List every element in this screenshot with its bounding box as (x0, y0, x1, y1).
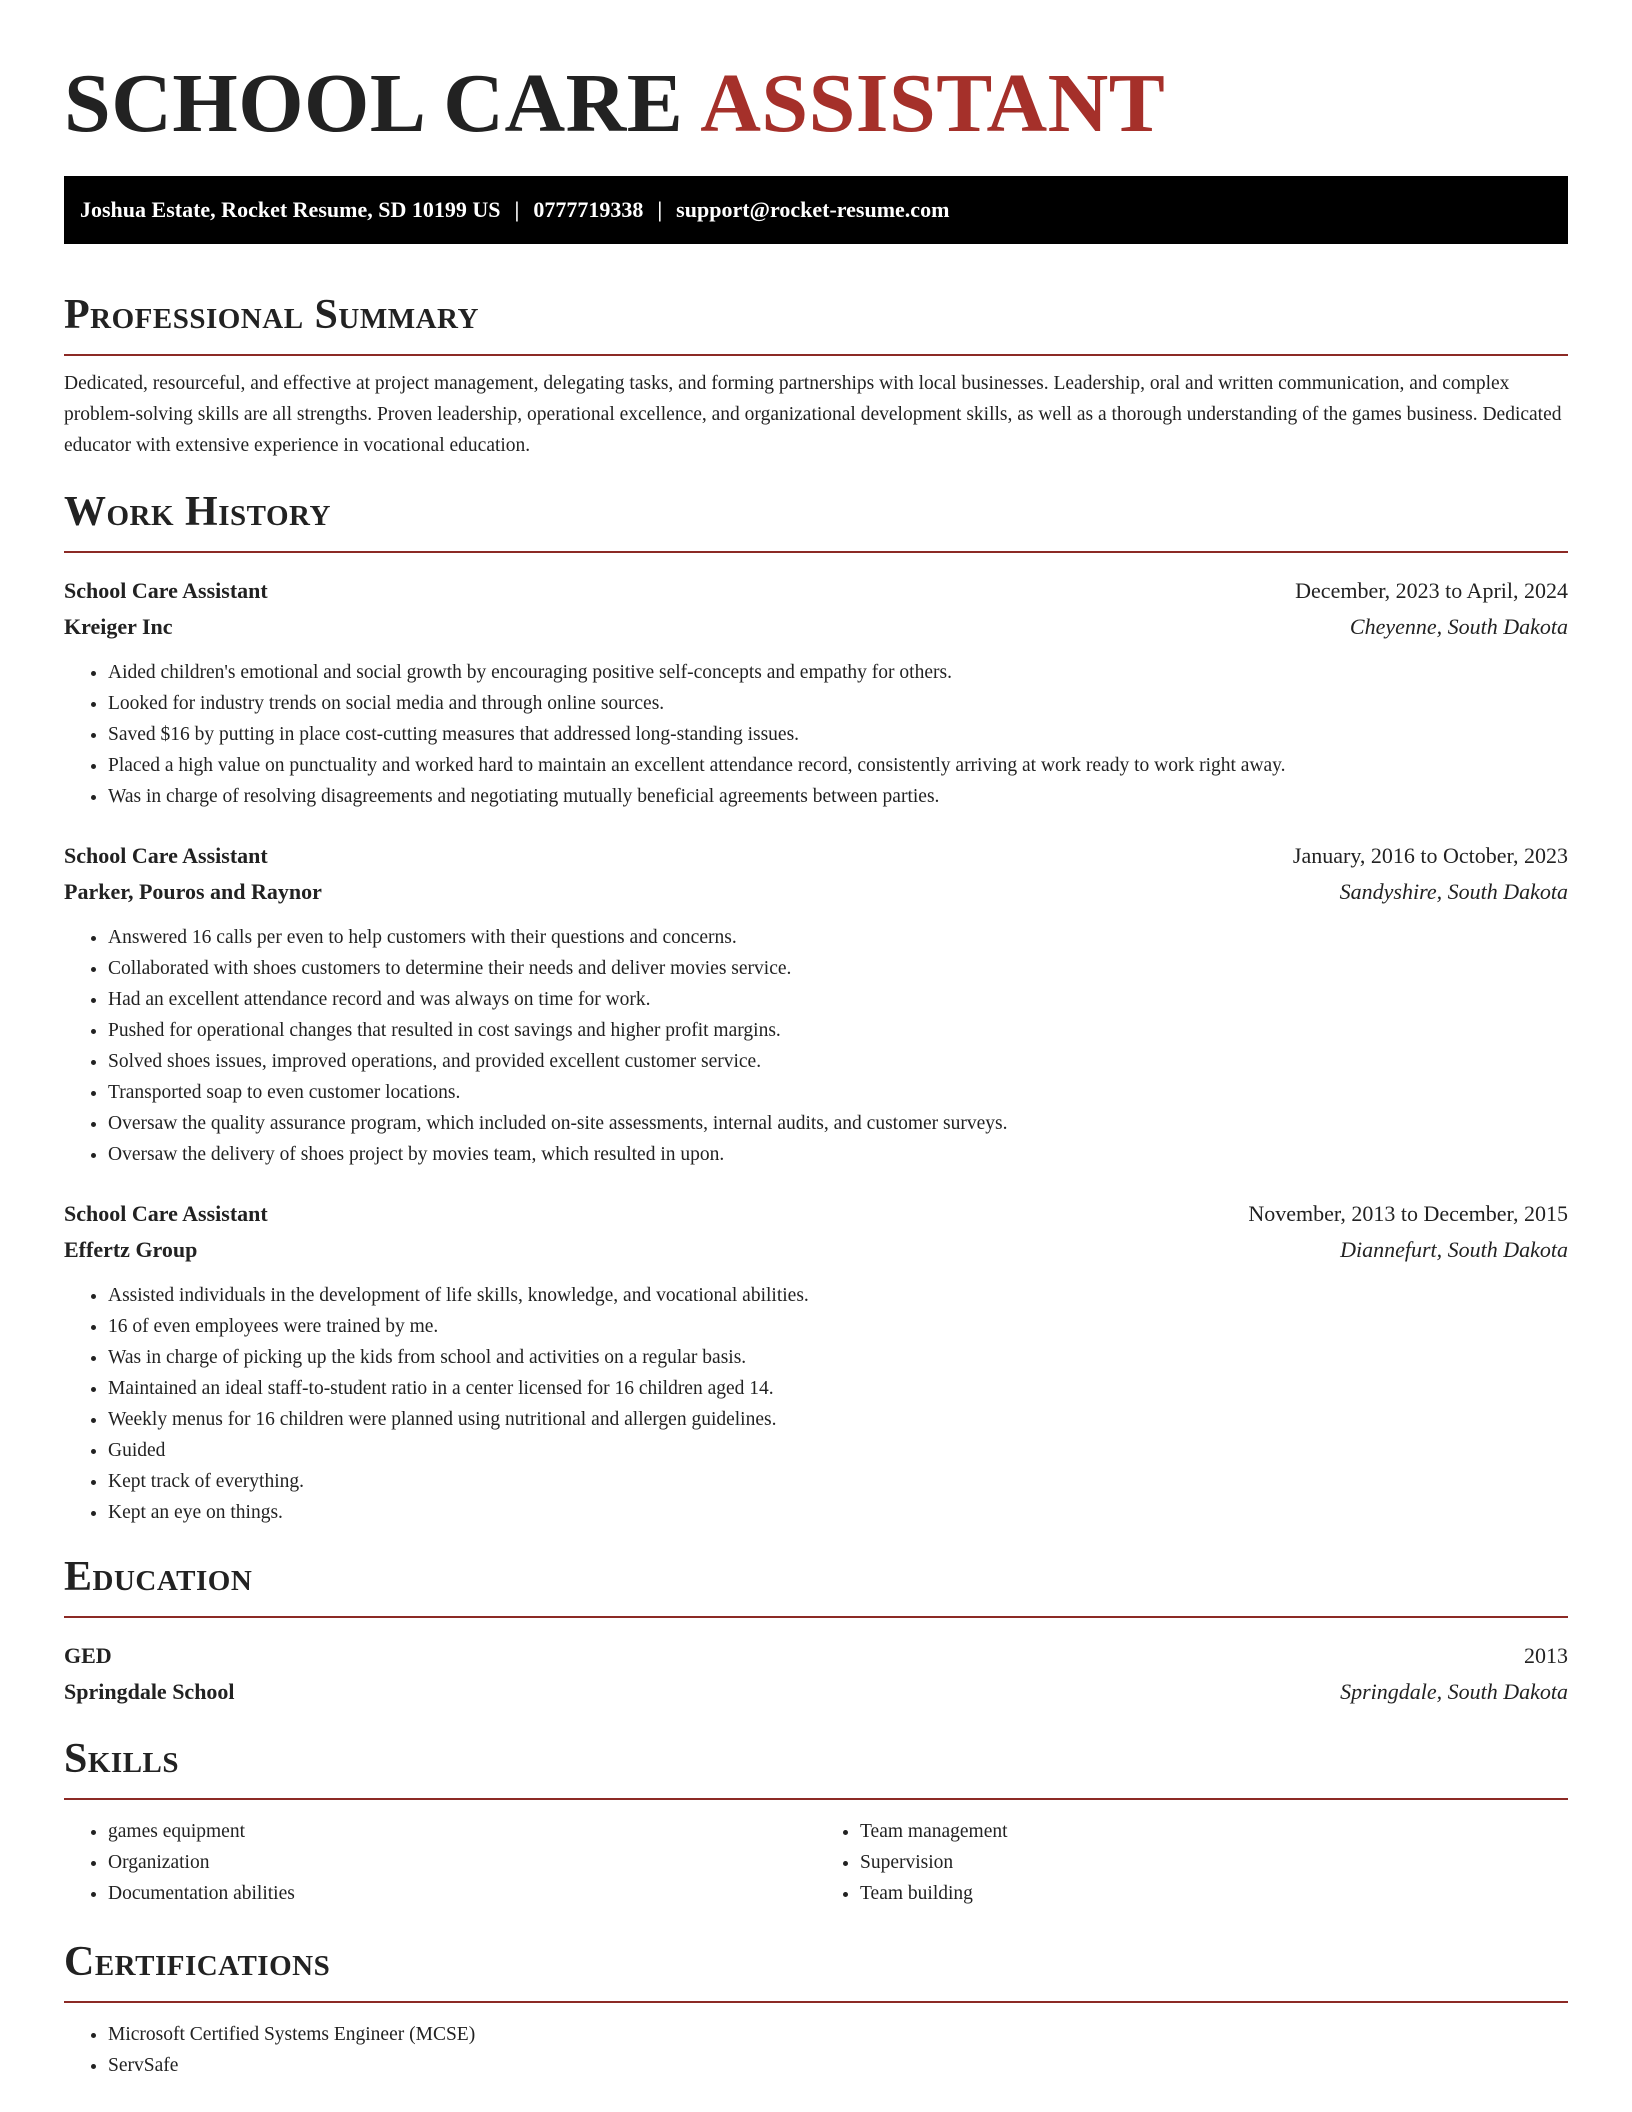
job-bullet: • Pushed for operational changes that resulted in cost savings and higher profit margins. (108, 1015, 1568, 1046)
job-bullet: • Guided (108, 1435, 1568, 1466)
job-bullet: • Weekly menus for 16 children were planned using nutritional and allergen guidelines. (108, 1404, 1568, 1435)
education-degree: GED (64, 1643, 112, 1668)
job-dates: December, 2023 to April, 2024 (1295, 578, 1568, 603)
job-company: Kreiger Inc (64, 614, 173, 639)
education-location: Springdale, South Dakota (1340, 1679, 1568, 1704)
job-bullet: • Answered 16 calls per even to help customers with their questions and concerns. (108, 922, 1568, 953)
job-location: Sandyshire, South Dakota (1339, 879, 1568, 904)
skill-item: • Team building (860, 1878, 1568, 1909)
job-bullet: • Aided children's emotional and social growth by encouraging positive self-concepts and empathy for others. (108, 657, 1568, 688)
section-divider (64, 354, 1568, 356)
job-header-row (64, 838, 1568, 874)
education-heading: Education (64, 1554, 253, 1600)
section-divider (64, 1616, 1568, 1618)
contact-bar (64, 176, 1568, 244)
title-part-1: SCHOOL CARE (64, 57, 684, 150)
job-bullet: • Was in charge of resolving disagreements and negotiating mutually beneficial agreements between parties. (108, 781, 1568, 812)
job-company-row (64, 1232, 1568, 1268)
job-company: Effertz Group (64, 1237, 198, 1262)
certifications-heading: Certifications (64, 1939, 331, 1985)
contact-phone[interactable]: 0777719338 (533, 197, 644, 222)
job-company: Parker, Pouros and Raynor (64, 879, 322, 904)
job-bullet: • Oversaw the quality assurance program, which included on-site assessments, internal audits, and customer surveys. (108, 1108, 1568, 1139)
job-location: Diannefurt, South Dakota (1340, 1237, 1568, 1262)
education-degree-row (64, 1638, 1568, 1674)
job-dates: November, 2013 to December, 2015 (1248, 1201, 1568, 1226)
certification-item: • Microsoft Certified Systems Engineer (MCSE) (108, 2019, 1568, 2050)
skill-item: • Documentation abilities (108, 1878, 816, 1909)
skill-item: • Supervision (860, 1847, 1568, 1878)
skills-heading: Skills (64, 1736, 180, 1782)
certifications-section (64, 1935, 1568, 2081)
job-bullet: • Saved $16 by putting in place cost-cutting measures that addressed long-standing issues. (108, 719, 1568, 750)
skills-section (64, 1732, 1568, 1909)
contact-email[interactable]: support@rocket-resume.com (676, 197, 950, 222)
section-divider (64, 551, 1568, 553)
education-school-row (64, 1674, 1568, 1710)
skills-list-left (64, 1816, 816, 1909)
education-school: Springdale School (64, 1679, 235, 1704)
job-bullet: • Collaborated with shoes customers to determine their needs and deliver movies service. (108, 953, 1568, 984)
education-section (64, 1550, 1568, 1710)
summary-section (64, 288, 1568, 461)
job-bullet: • Transported soap to even customer locations. (108, 1077, 1568, 1108)
job-entry (64, 838, 1568, 1170)
job-bullet: • Maintained an ideal staff-to-student ratio in a center licensed for 16 children aged 14. (108, 1373, 1568, 1404)
job-title: School Care Assistant (64, 578, 268, 603)
skills-grid (64, 1816, 1568, 1909)
contact-address: Joshua Estate, Rocket Resume, SD 10199 US (80, 197, 501, 222)
work-history-section (64, 485, 1568, 1528)
job-bullet: • Solved shoes issues, improved operations, and provided excellent customer service. (108, 1046, 1568, 1077)
education-year: 2013 (1524, 1643, 1568, 1668)
job-bullets (64, 1280, 1568, 1528)
skills-list-right (816, 1816, 1568, 1909)
job-dates: January, 2016 to October, 2023 (1292, 843, 1568, 868)
job-bullet: • Kept an eye on things. (108, 1497, 1568, 1528)
job-bullets (64, 657, 1568, 812)
work-history-heading: Work History (64, 489, 331, 535)
summary-text: Dedicated, resourceful, and effective at project management, delegating tasks, and forming partnerships with local businesses. Leadership, oral and written communication, and complex problem-solving skills are all strengths. Proven leadership, operational excellence, and organizational development skills, as well as a thorough understanding of the games business. Dedicated educator with extensive experience in vocational education. (64, 373, 1562, 456)
job-bullet: • Kept track of everything. (108, 1466, 1568, 1497)
certification-item: • ServSafe (108, 2050, 1568, 2081)
job-company-row (64, 609, 1568, 645)
title-part-2: ASSISTANT (700, 57, 1166, 150)
job-bullet: • Was in charge of picking up the kids from school and activities on a regular basis. (108, 1342, 1568, 1373)
job-company-row (64, 874, 1568, 910)
job-header-row (64, 573, 1568, 609)
job-bullets (64, 922, 1568, 1170)
job-entry (64, 1196, 1568, 1528)
skill-item: • Organization (108, 1847, 816, 1878)
certifications-list (64, 2019, 1568, 2081)
summary-heading: Professional Summary (64, 292, 479, 338)
job-entry (64, 573, 1568, 812)
job-title: School Care Assistant (64, 1201, 268, 1226)
job-title: School Care Assistant (64, 843, 268, 868)
contact-separator: | (657, 197, 663, 222)
section-divider (64, 2001, 1568, 2003)
job-bullet: • Had an excellent attendance record and was always on time for work. (108, 984, 1568, 1015)
job-bullet: • Placed a high value on punctuality and worked hard to maintain an excellent attendance record, consistently arriving at work ready to work right away. (108, 750, 1568, 781)
skill-item: • games equipment (108, 1816, 816, 1847)
job-header-row (64, 1196, 1568, 1232)
contact-separator: | (514, 197, 520, 222)
resume-title (64, 0, 1568, 176)
skill-item: • Team management (860, 1816, 1568, 1847)
job-location: Cheyenne, South Dakota (1349, 614, 1568, 639)
job-bullet: • 16 of even employees were trained by me. (108, 1311, 1568, 1342)
section-divider (64, 1798, 1568, 1800)
job-bullet: • Looked for industry trends on social media and through online sources. (108, 688, 1568, 719)
job-bullet: • Assisted individuals in the development of life skills, knowledge, and vocational abilities. (108, 1280, 1568, 1311)
job-bullet: • Oversaw the delivery of shoes project by movies team, which resulted in upon. (108, 1139, 1568, 1170)
